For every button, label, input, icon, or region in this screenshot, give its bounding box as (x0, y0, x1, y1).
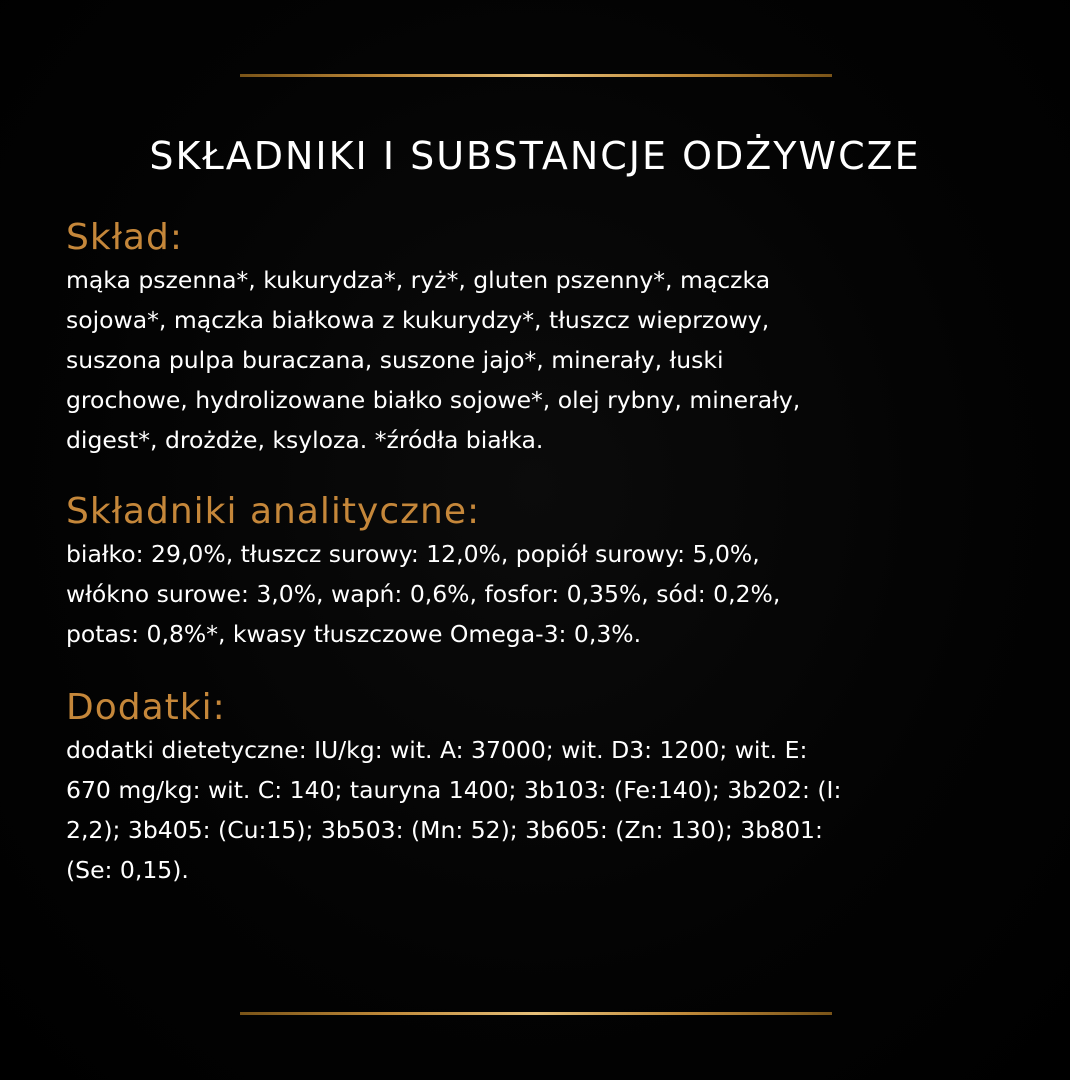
text-line: mąka pszenna*, kukurydza*, ryż*, gluten pszenny*, mączka (66, 266, 771, 294)
section-analytical-constituents (66, 490, 1026, 654)
section-heading-composition: Skład: (66, 217, 183, 258)
section-body-composition (66, 260, 1026, 460)
top-gold-divider (240, 74, 832, 77)
text-line: dodatki dietetyczne: IU/kg: wit. A: 37000; wit. D3: 1200; wit. E: (66, 736, 808, 764)
section-body-analytical (66, 534, 1026, 654)
text-line: potas: 0,8%*, kwasy tłuszczowe Omega-3: 0,3%. (66, 620, 642, 648)
text-line: białko: 29,0%, tłuszcz surowy: 12,0%, popiół surowy: 5,0%, (66, 540, 760, 568)
text-line: 670 mg/kg: wit. C: 140; tauryna 1400; 3b103: (Fe:140); 3b202: (I: (66, 776, 842, 804)
section-heading-analytical: Składniki analityczne: (66, 491, 481, 532)
text-line: (Se: 0,15). (66, 856, 189, 884)
text-line: 2,2); 3b405: (Cu:15); 3b503: (Mn: 52); 3b605: (Zn: 130); 3b801: (66, 816, 823, 844)
text-line: grochowe, hydrolizowane białko sojowe*, olej rybny, minerały, (66, 386, 801, 414)
section-body-additives (66, 730, 1026, 890)
page-title: SKŁADNIKI I SUBSTANCJE ODŻYWCZE (149, 134, 921, 178)
section-heading-additives: Dodatki: (66, 687, 226, 728)
section-composition (66, 216, 1026, 460)
bottom-gold-divider (240, 1012, 832, 1015)
text-line: suszona pulpa buraczana, suszone jajo*, minerały, łuski (66, 346, 724, 374)
text-line: digest*, drożdże, ksyloza. *źródła białka. (66, 426, 544, 454)
text-line: sojowa*, mączka białkowa z kukurydzy*, tłuszcz wieprzowy, (66, 306, 770, 334)
section-additives (66, 686, 1026, 890)
text-line: włókno surowe: 3,0%, wapń: 0,6%, fosfor: 0,35%, sód: 0,2%, (66, 580, 781, 608)
